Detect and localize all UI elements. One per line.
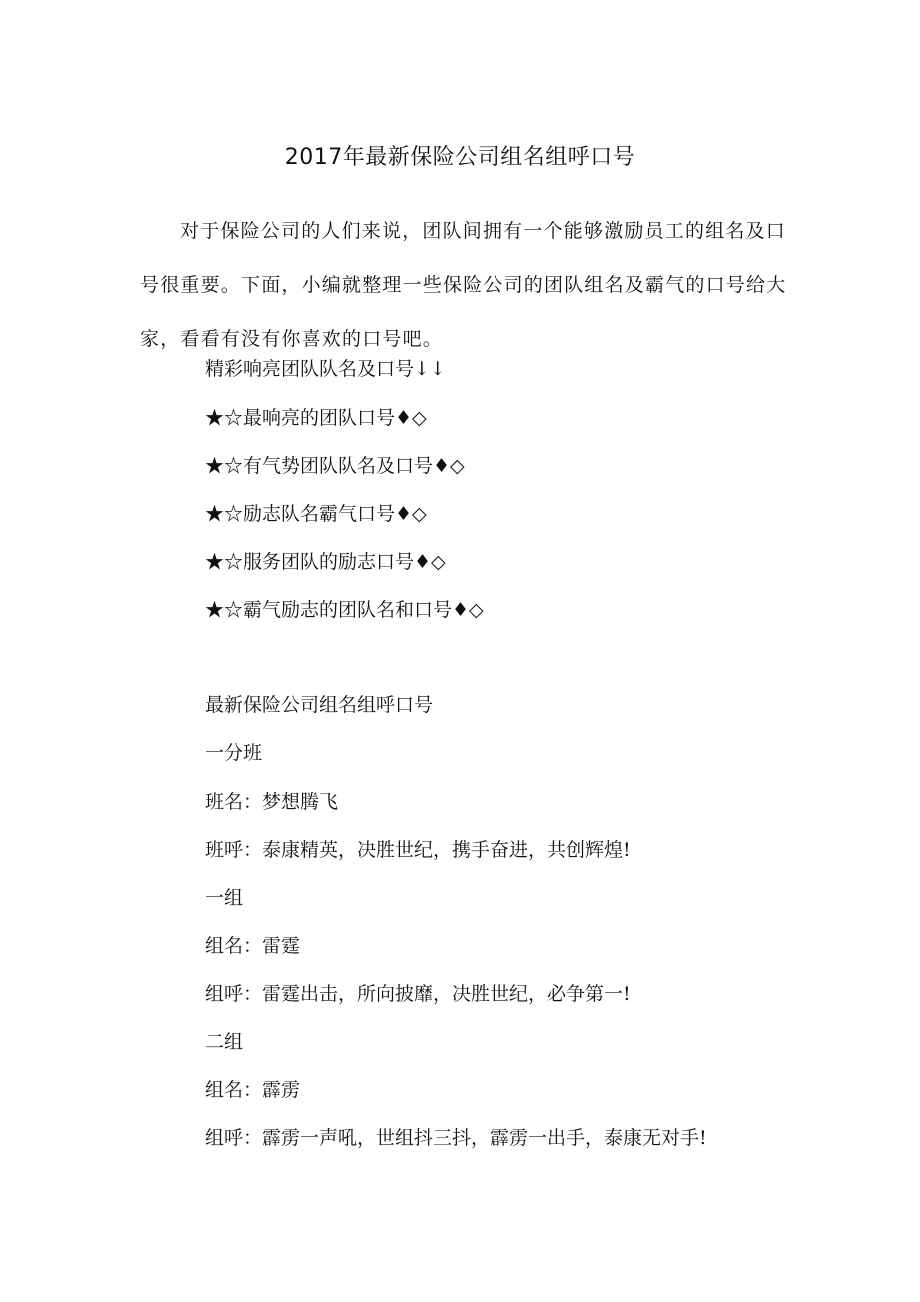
group-slogan: 组呼：雷霆出击，所向披靡，决胜世纪，必争第一! <box>205 983 631 1005</box>
group-name: 组名：雷霆 <box>205 935 301 957</box>
group-slogan: 组呼：霹雳一声吼，世组抖三抖，霹雳一出手，泰康无对手! <box>205 1127 707 1149</box>
class-heading: 一分班 <box>205 742 263 764</box>
group-heading: 一组 <box>205 887 244 909</box>
section-title: 最新保险公司组名组呼口号 <box>205 694 434 716</box>
link-service-team-slogan[interactable]: ★☆服务团队的励志口号♦◇ <box>205 551 446 573</box>
class-name: 班名：梦想腾飞 <box>205 791 339 813</box>
link-inspiring-names[interactable]: ★☆励志队名霸气口号♦◇ <box>205 503 427 525</box>
intro-paragraph: 对于保险公司的人们来说，团队间拥有一个能够激励员工的组名及口号很重要。下面，小编就整理一些保险公司的团队组名及霸气的口号给大家，看看有没有你喜欢的口号吧。 <box>140 220 787 350</box>
link-powerful-team-names[interactable]: ★☆有气势团队队名及口号♦◇ <box>205 455 465 477</box>
class-slogan: 班呼：泰康精英，决胜世纪，携手奋进，共创辉煌! <box>205 839 631 861</box>
group-name: 组名：霹雳 <box>205 1079 301 1101</box>
document-title: 2017年最新保险公司组名组呼口号 <box>284 145 636 170</box>
links-heading: 精彩响亮团队队名及口号↓↓ <box>205 358 446 380</box>
group-heading: 二组 <box>205 1031 244 1053</box>
link-loudest-slogan[interactable]: ★☆最响亮的团队口号♦◇ <box>205 407 427 429</box>
link-team-name-and-slogan[interactable]: ★☆霸气励志的团队名和口号♦◇ <box>205 599 484 621</box>
